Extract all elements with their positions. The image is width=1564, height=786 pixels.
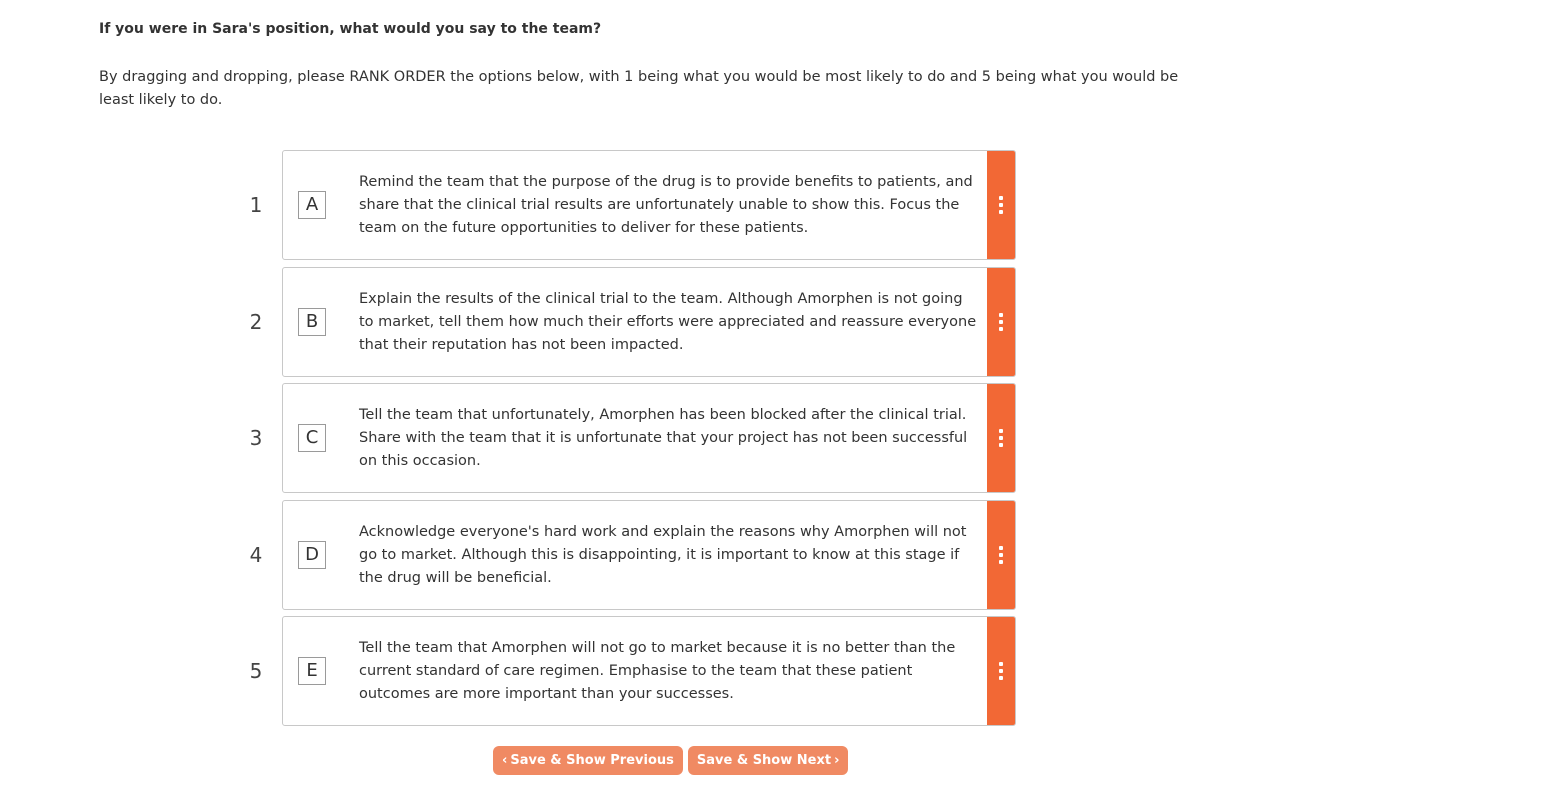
drag-handle-dots-icon bbox=[999, 546, 1003, 564]
rank-number: 4 bbox=[249, 542, 263, 567]
save-show-next-label: Save & Show Next bbox=[696, 753, 832, 768]
navigation-buttons bbox=[493, 746, 848, 775]
rank-row-3 bbox=[240, 383, 1020, 493]
chevron-left-icon: ‹ bbox=[502, 753, 508, 768]
drag-handle-dots-icon bbox=[999, 662, 1003, 680]
option-text: Remind the team that the purpose of the drug is to provide benefits to patients, and share that the clinical trial results are unfortunately unable to show this. Focus the team on the future opportunities to deliver for these patients. bbox=[359, 174, 973, 236]
drag-handle[interactable] bbox=[987, 151, 1015, 259]
drag-handle[interactable] bbox=[987, 268, 1015, 376]
question-title: If you were in Sara's position, what would you say to the team? bbox=[99, 21, 602, 37]
rank-row-4 bbox=[240, 500, 1020, 610]
save-show-previous-button[interactable] bbox=[493, 746, 683, 775]
option-text: Acknowledge everyone's hard work and explain the reasons why Amorphen will not go to market. Although this is disappointing, it is important to know at this stage if the drug will be beneficial. bbox=[359, 523, 967, 586]
option-letter-badge: B bbox=[298, 308, 326, 336]
option-card-a[interactable] bbox=[282, 150, 1016, 260]
save-show-next-button[interactable] bbox=[688, 746, 849, 775]
option-letter-badge: E bbox=[298, 657, 326, 685]
rank-number: 5 bbox=[249, 659, 263, 683]
option-text: Tell the team that unfortunately, Amorphen has been blocked after the clinical trial. Share with the team that it is unfortunate that your project has not been successful on this occasion. bbox=[359, 407, 968, 469]
drag-handle-dots-icon bbox=[999, 313, 1003, 331]
option-text: Explain the results of the clinical trial to the team. Although Amorphen is not going to market, tell them how much their efforts were appreciated and reassure everyone that their reputation has not been impacted. bbox=[359, 290, 977, 353]
option-letter-badge: A bbox=[298, 191, 326, 219]
rank-number: 3 bbox=[249, 426, 263, 450]
rank-order-list bbox=[240, 150, 1020, 733]
drag-handle-dots-icon bbox=[999, 196, 1003, 214]
chevron-right-icon: › bbox=[834, 753, 840, 768]
ranking-instructions: By dragging and dropping, please RANK ORDER the options below, with 1 being what you would be most likely to do and 5 being what you would be least likely to do. bbox=[99, 69, 1179, 108]
rank-row-2 bbox=[240, 267, 1020, 377]
drag-handle[interactable] bbox=[987, 617, 1015, 725]
drag-handle[interactable] bbox=[987, 384, 1015, 492]
drag-handle[interactable] bbox=[987, 501, 1015, 609]
option-card-b[interactable] bbox=[282, 267, 1016, 377]
option-letter-badge: D bbox=[298, 541, 326, 569]
option-text: Tell the team that Amorphen will not go to market because it is no better than the current standard of care regimen. Emphasise to the team that these patient outcomes are more important than your successes. bbox=[359, 640, 956, 702]
option-letter-badge: C bbox=[298, 424, 326, 452]
drag-handle-dots-icon bbox=[999, 429, 1003, 447]
rank-number: 1 bbox=[249, 193, 263, 217]
rank-row-5 bbox=[240, 616, 1020, 726]
rank-row-1 bbox=[240, 150, 1020, 260]
save-show-previous-label: Save & Show Previous bbox=[510, 753, 674, 768]
option-card-d[interactable] bbox=[282, 500, 1016, 610]
option-card-e[interactable] bbox=[282, 616, 1016, 726]
option-card-c[interactable] bbox=[282, 383, 1016, 493]
rank-number: 2 bbox=[249, 309, 263, 334]
